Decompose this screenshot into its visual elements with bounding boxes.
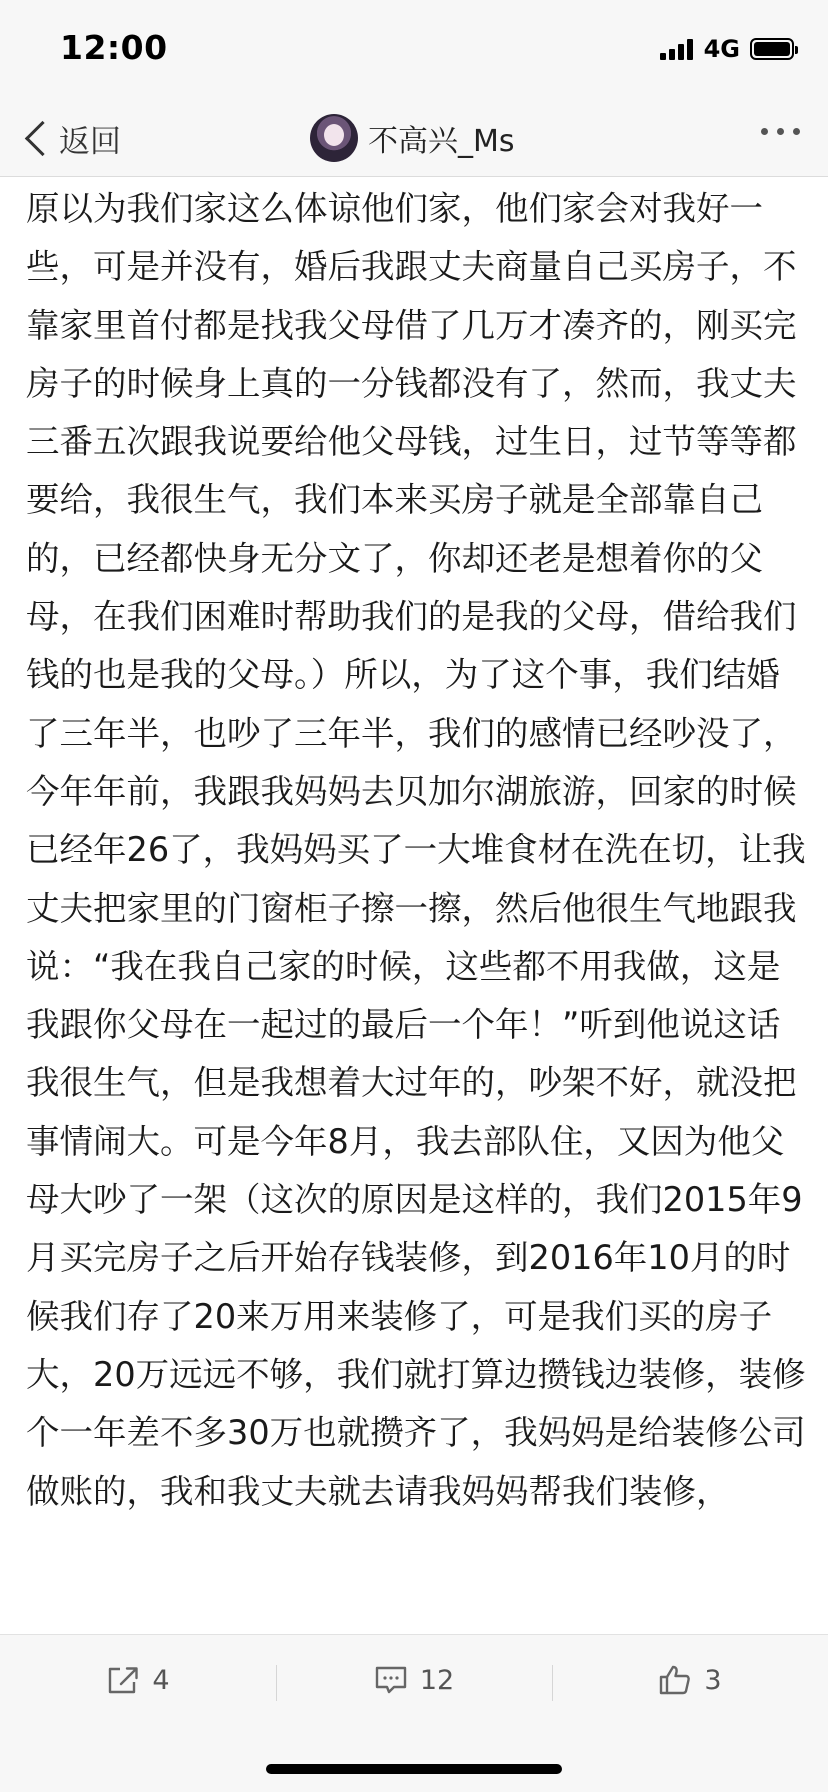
share-icon <box>106 1665 140 1695</box>
back-button[interactable] <box>22 112 121 164</box>
like-count: 3 <box>704 1664 722 1696</box>
back-label: 返回 <box>59 123 121 160</box>
nav-username: 不高兴_Ms <box>368 124 515 159</box>
battery-icon <box>750 38 794 60</box>
like-button[interactable] <box>552 1635 828 1725</box>
nav-user[interactable] <box>310 108 515 168</box>
share-count: 4 <box>152 1664 170 1696</box>
home-indicator[interactable] <box>266 1764 562 1774</box>
article-body <box>26 176 806 1634</box>
action-bar <box>0 1634 828 1725</box>
comment-button[interactable] <box>276 1635 552 1725</box>
chevron-left-icon <box>25 120 60 155</box>
status-indicators <box>660 34 794 64</box>
share-button[interactable] <box>0 1635 276 1725</box>
comment-icon <box>374 1665 408 1695</box>
more-dots-icon[interactable] <box>752 128 800 135</box>
comment-count: 12 <box>419 1664 455 1696</box>
status-bar <box>0 0 828 100</box>
status-time: 12:00 <box>60 28 168 67</box>
article-paragraph: 原以为我们家这么体谅他们家，他们家会对我好一些，可是并没有，婚后我跟丈夫商量自己买房子，不靠家里首付都是找我父母借了几万才凑齐的，刚买完房子的时候身上真的一分钱都没有了，然而，我丈夫三番五次跟我说要给他父母钱，过生日，过节等等都要给，我很生气，我们本来买房子就是全部靠自己的，已经都快身无分文了，你却还老是想着你的父母，在我们困难时帮助我们的是我的父母，借给我们钱的也是我的父母。）所以，为了这个事，我们结婚了三年半，也吵了三年半，我们的感情已经吵没了，今年年前，我跟我妈妈去贝加尔湖旅游，回家的时候已经年26了，我妈妈买了一大堆食材在洗在切，让我丈夫把家里的门窗柜子擦一擦，然后他很生气地跟我说：“我在我自己家的时候，这些都不用我做，这是我跟你父母在一起过的最后一个年！”听到他说这话我很生气，但是我想着大过年的，吵架不好，就没把事情闹大。可是今年8月，我去部队住，又因为他父母大吵了一架（这次的原因是这样的，我们2015年9月买完房子之后开始存钱装修，到2016年10月的时候我们存了20来万用来装修了，可是我们买的房子大，20万远远不够，我们就打算边攒钱边装修，装修个一年差不多30万也就攒齐了，我妈妈是给装修公司做账的，我和我丈夫就去请我妈妈帮我们装修， <box>26 189 806 1511</box>
thumbs-up-icon <box>658 1664 692 1696</box>
nav-bar <box>0 100 828 177</box>
avatar[interactable] <box>310 114 358 162</box>
signal-icon <box>660 38 696 60</box>
network-type: 4G <box>703 35 740 63</box>
home-area <box>0 1724 828 1792</box>
